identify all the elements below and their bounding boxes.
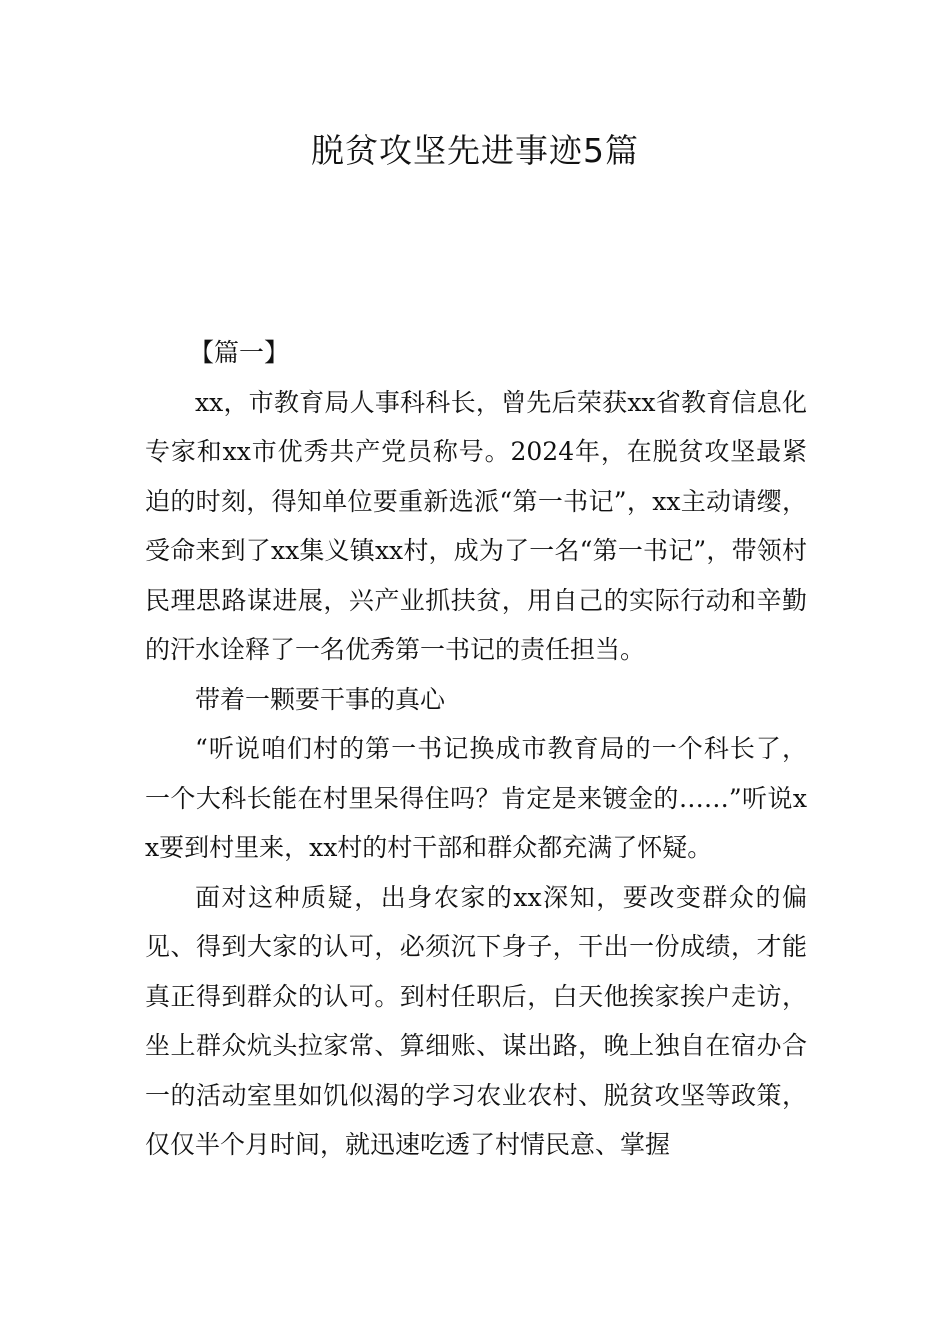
paragraph-3: 面对这种质疑，出身农家的xx深知，要改变群众的偏见、得到大家的认可，必须沉下身子，干出一份成绩，才能真正得到群众的认可。到村任职后，白天他挨家挨户走访，坐上群众炕头拉家常、算细账、谋出路，晚上独自在宿办合一的活动室里如饥似渴的学习农业农村、脱贫攻坚等政策，仅仅半个月时间，就迅速吃透了村情民意、掌握 (145, 882, 807, 1159)
document-title: 脱贫攻坚先进事迹5篇 (311, 131, 639, 170)
section-marker: 【篇一】 (189, 338, 290, 367)
document-body (145, 328, 807, 1170)
subheading: 带着一颗要干事的真心 (195, 684, 446, 714)
paragraph-2: “听说咱们村的第一书记换成市教育局的一个科长了，一个大科长能在村里呆得住吗？肯定是来镀金的……”听说xx要到村里来，xx村的村干部和群众都充满了怀疑。 (145, 734, 807, 862)
paragraph-1: xx，市教育局人事科科长，曾先后荣获xx省教育信息化专家和xx市优秀共产党员称号。2024年，在脱贫攻坚最紧迫的时刻，得知单位要重新选派“第一书记”，xx主动请缨，受命来到了xx集义镇xx村，成为了一名“第一书记”，带领村民理思路谋进展，兴产业抓扶贫，用自己的实际行动和辛勤的汗水诠释了一名优秀第一书记的责任担当。 (145, 387, 807, 664)
